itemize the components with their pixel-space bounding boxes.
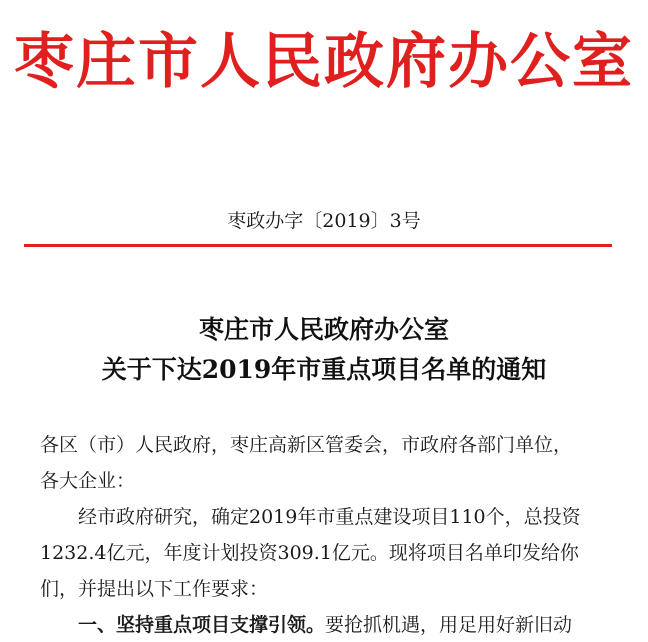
section-1-heading: 一、坚持重点项目支撑引领。 [78,614,326,636]
issuer-red-header: 枣庄市人民政府办公室 [14,27,634,97]
document-number: 枣政办字〔2019〕3号 [227,210,421,232]
document-title-line-1: 枣庄市人民政府办公室 [198,315,449,344]
red-divider-line [24,244,612,247]
paragraph-1-line-2: 1232.4亿元，年度计划投资309.1亿元。现将项目名单印发给你 [40,542,579,564]
paragraph-1-line-3: 们，并提出以下工作要求： [40,578,269,600]
document-title-line-2: 关于下达2019年市重点项目名单的通知 [101,355,547,384]
section-1-text: 要抢抓机遇，用足用好新旧动 [325,614,573,636]
section-1-line [78,610,572,640]
addressee-line-1: 各区（市）人民政府，枣庄高新区管委会，市政府各部门单位， [40,434,573,456]
paragraph-1-line-1: 经市政府研究，确定2019年市重点建设项目110个，总投资 [78,506,581,528]
addressee-line-2: 各大企业： [40,470,136,492]
